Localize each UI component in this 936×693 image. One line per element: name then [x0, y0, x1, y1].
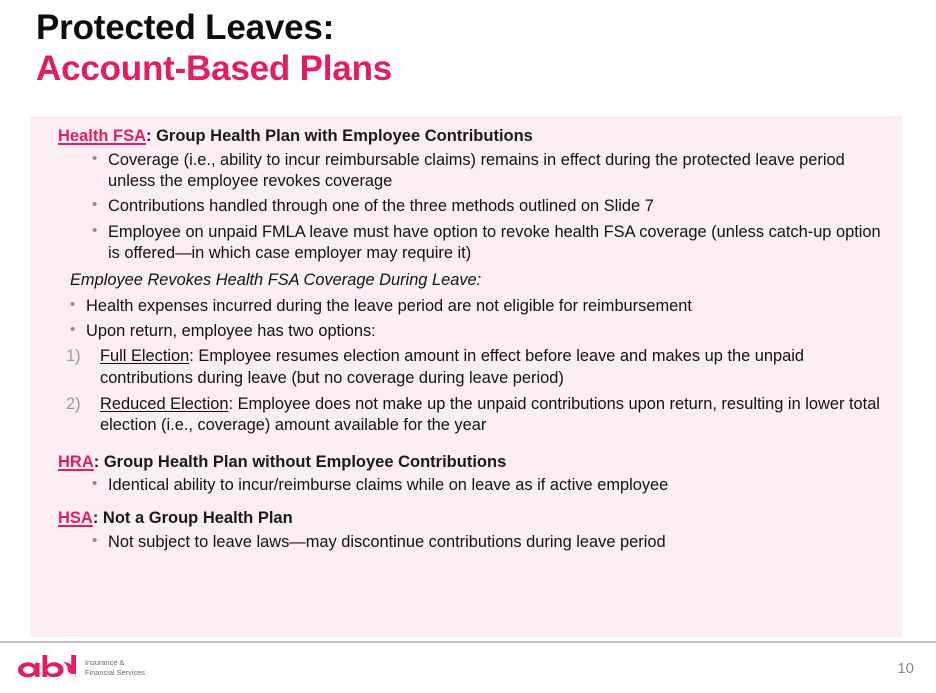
- section-heading-hsa: [58, 508, 890, 530]
- hsa-bullet-list: [86, 532, 890, 553]
- health-fsa-bullet-list: [86, 150, 890, 265]
- brand-logo: [16, 655, 145, 681]
- list-item-text: : Employee does not make up the unpaid contributions upon return, resulting in lower total election (i.e., coverage) amount available for the year: [100, 395, 880, 435]
- footer: [0, 643, 936, 693]
- page-title-line-2: Account-Based Plans: [36, 48, 393, 88]
- list-item-term: Full Election: [100, 347, 190, 366]
- section-heading-rest-health-fsa: : Group Health Plan with Employee Contributions: [146, 127, 533, 145]
- list-item: • Coverage (i.e., ability to incur reimbursable claims) remains in effect during the protected leave period unless the employee revokes coverage: [86, 150, 890, 193]
- brand-tagline-line-1: Insurance &: [85, 657, 125, 667]
- health-fsa-revocation-bullet-list: [64, 296, 890, 343]
- section-keyword-hra: HRA: [58, 452, 94, 471]
- list-item: • Identical ability to incur/reimburse claims while on leave as if active employee: [86, 475, 890, 496]
- brand-tagline: [85, 658, 145, 678]
- section-heading-rest-hra: : Group Health Plan without Employee Contributions: [93, 452, 507, 471]
- list-item-number: 2): [66, 395, 81, 414]
- health-fsa-options-numbered-list: [64, 346, 890, 436]
- abd-logo-icon: [16, 655, 78, 681]
- page-title-line-1: Protected Leaves:: [36, 8, 335, 47]
- content-panel: [30, 116, 902, 637]
- section-heading-hra: [58, 452, 890, 474]
- section-heading-rest-hsa: : Not a Group Health Plan: [92, 508, 293, 527]
- brand-tagline-line-2: Financial Services: [85, 668, 145, 677]
- hra-bullet-list: [86, 475, 890, 496]
- list-item: • Health expenses incurred during the leave period are not eligible for reimbursement: [64, 296, 890, 317]
- list-item: [64, 394, 890, 437]
- health-fsa-revocation-lead: Employee Revokes Health FSA Coverage During Leave:: [70, 271, 482, 290]
- section-keyword-hsa: HSA: [58, 508, 93, 527]
- page-title: [36, 8, 896, 89]
- list-item: • Not subject to leave laws—may discontinue contributions during leave period: [86, 532, 890, 553]
- list-item-number: 1): [66, 347, 81, 366]
- section-spacer: [44, 442, 890, 452]
- list-item: • Upon return, employee has two options:: [64, 321, 890, 342]
- list-item: [64, 346, 890, 389]
- list-item: • Employee on unpaid FMLA leave must have option to revoke health FSA coverage (unless catch-up option is offered—in which case employer may require it): [86, 222, 890, 265]
- list-item-text: : Employee resumes election amount in effect before leave and makes up the unpaid contributions during leave (but no coverage during leave period): [100, 347, 805, 387]
- page-number: 10: [897, 660, 914, 677]
- list-item: • Contributions handled through one of the three methods outlined on Slide 7: [86, 196, 890, 217]
- list-item-term: Reduced Election: [100, 395, 229, 414]
- section-spacer: [44, 501, 890, 508]
- section-keyword-health-fsa: Health FSA: [58, 127, 147, 145]
- section-heading-health-fsa: [58, 126, 890, 148]
